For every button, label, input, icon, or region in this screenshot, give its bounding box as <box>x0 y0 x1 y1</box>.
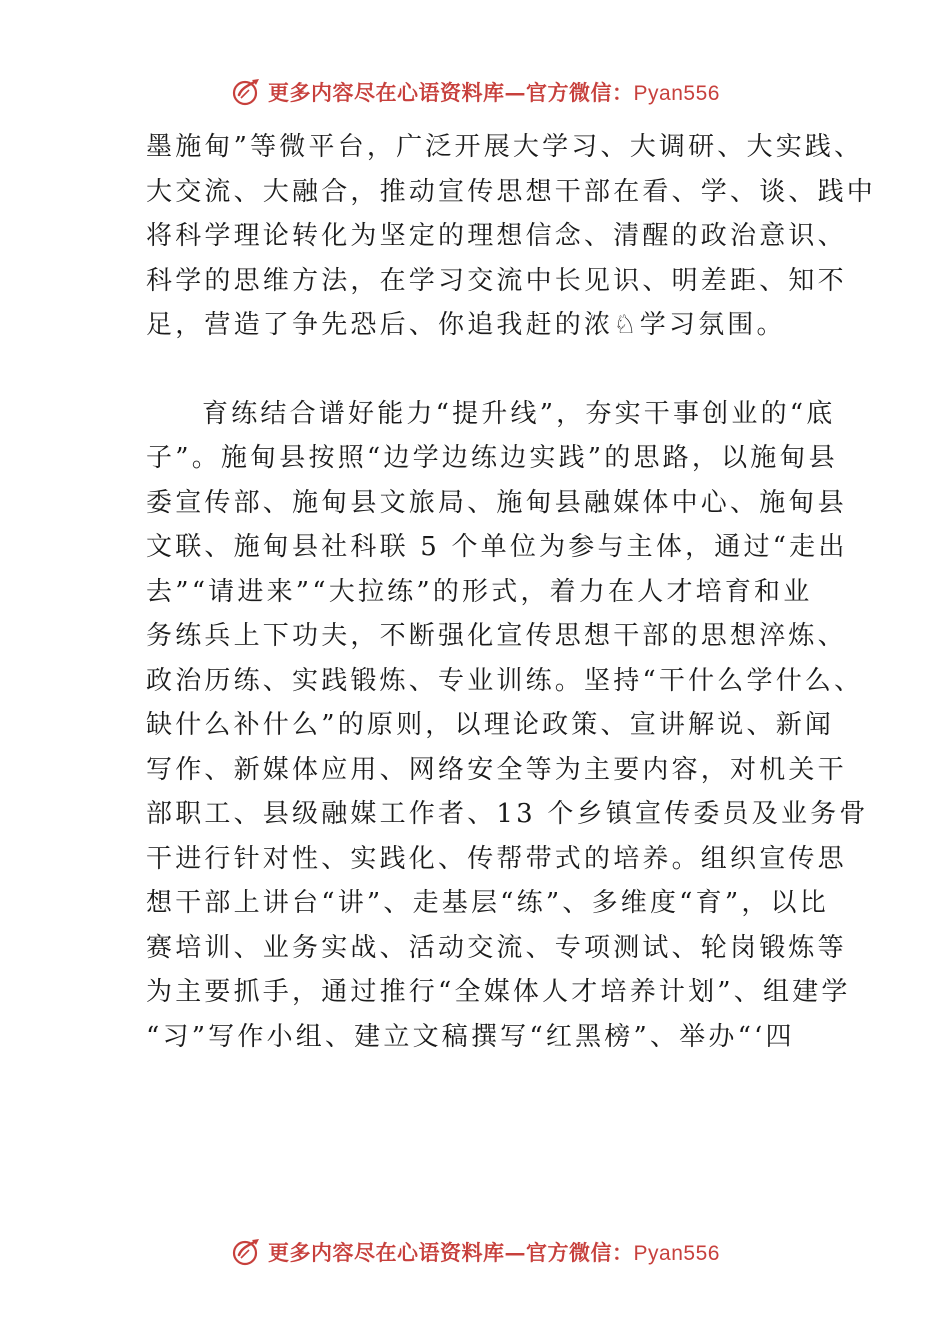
paragraph-2 <box>146 392 869 1060</box>
text-line: 务练兵上下功夫，不断强化宣传思想干部的思想淬炼、 <box>146 621 847 651</box>
logo-icon <box>230 1235 264 1269</box>
text-line: 大交流、大融合，推动宣传思想干部在看、学、谈、践中 <box>146 176 877 207</box>
text-line: 干进行针对性、实践化、传帮带式的培养。组织宣传思 <box>146 843 847 874</box>
text-line: 部职工、县级融媒工作者、13 个乡镇宣传委员及业务骨 <box>146 799 869 829</box>
banner-handle: Pyan556 <box>633 82 720 105</box>
paragraph-gap <box>146 348 826 392</box>
text-line: 想干部上讲台“讲”、走基层“练”、多维度“育”，以比 <box>146 888 829 918</box>
text-line: 为主要抓手，通过推行“全媒体人才培养计划”、组建学 <box>146 977 851 1007</box>
text-line: 文联、施甸县社科联 5 个单位为参与主体，通过“走出 <box>146 532 848 562</box>
text-line: 将科学理论转化为坚定的理想信念、清醒的政治意识、 <box>146 221 847 251</box>
text-line: 足，营造了争先恐后、你追我赶的浓♘学习氛围。 <box>146 310 786 340</box>
text-line: 委宣传部、施甸县文旅局、施甸县融媒体中心、施甸县 <box>146 487 847 518</box>
logo-icon <box>230 75 264 109</box>
text-line: “习”写作小组、建立文稿撰写“红黑榜”、举办“‘四 <box>146 1021 795 1052</box>
document-body <box>146 125 877 1059</box>
text-line: 赛培训、业务实战、活动交流、专项测试、轮岗锻炼等 <box>146 932 847 963</box>
text-line: 政治历练、实践锻炼、专业训练。坚持“干什么学什么、 <box>146 665 864 696</box>
banner-text: 更多内容尽在心语资料库—官方微信：Pyan556 <box>268 80 720 105</box>
text-line: 育练结合谱好能力“提升线”，夯实干事创业的“底 <box>202 398 836 429</box>
text-line: 子”。施甸县按照“边学边练边实践”的思路，以施甸县 <box>146 443 838 473</box>
header-banner <box>0 72 950 112</box>
text-line: 写作、新媒体应用、网络安全等为主要内容，对机关干 <box>146 754 847 785</box>
banner-handle: Pyan556 <box>633 1242 720 1265</box>
banner-text: 更多内容尽在心语资料库—官方微信：Pyan556 <box>268 1240 720 1265</box>
text-line: 去”“请进来”“大拉练”的形式，着力在人才培育和业 <box>146 576 813 607</box>
text-line: 科学的思维方法，在学习交流中长见识、明差距、知不 <box>146 265 847 296</box>
text-line: 缺什么补什么”的原则，以理论政策、宣讲解说、新闻 <box>146 710 835 740</box>
paragraph-1 <box>146 125 877 348</box>
footer-banner <box>0 1232 950 1272</box>
text-line: 墨施甸”等微平台，广泛开展大学习、大调研、大实践、 <box>146 132 864 162</box>
